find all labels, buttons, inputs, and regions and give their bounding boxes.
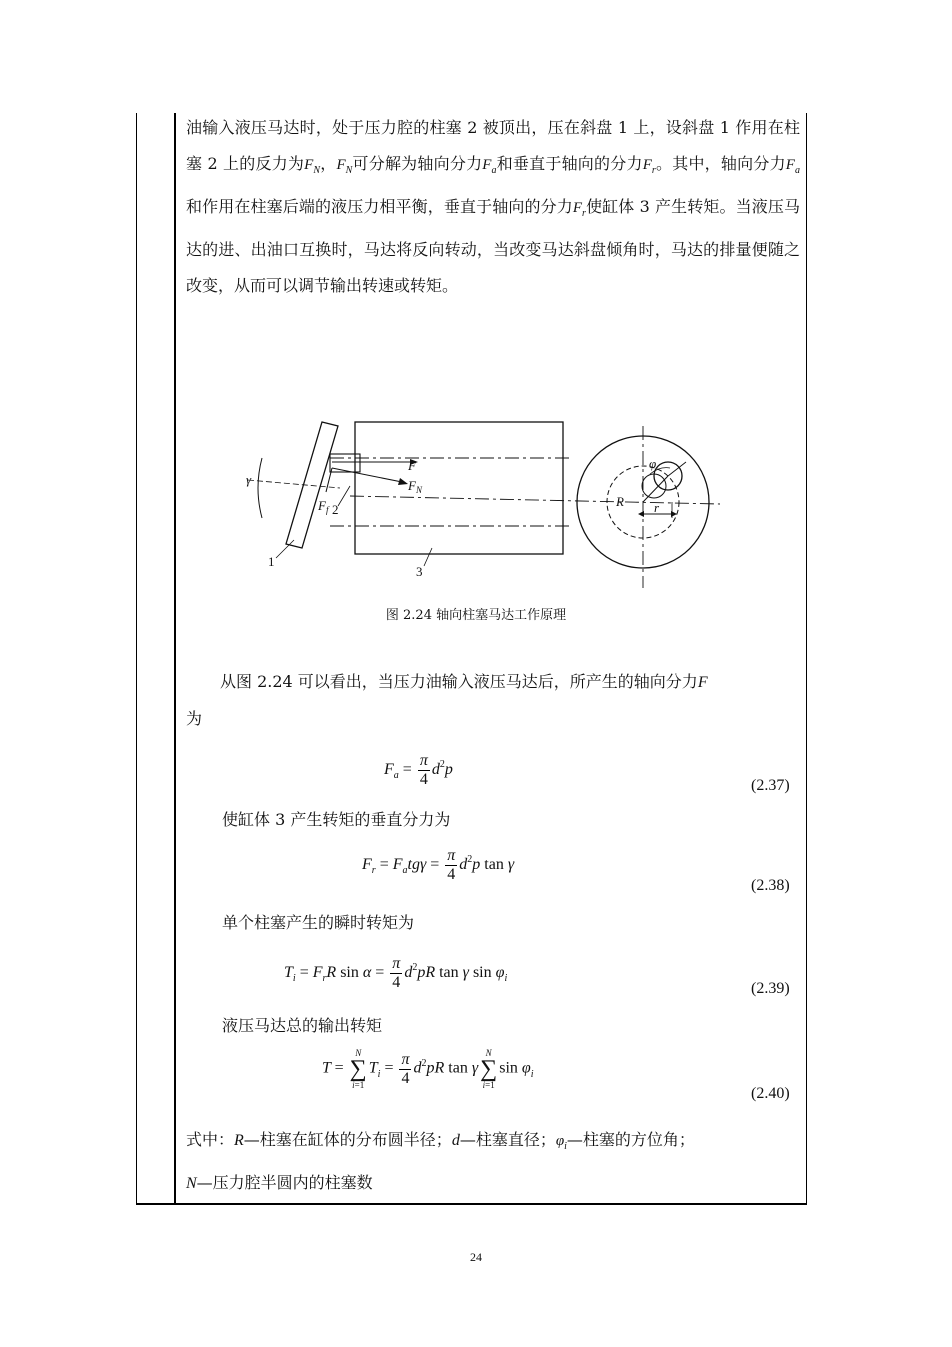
symbol-FN: $F_N$ [304,157,320,176]
equation-number-2-38: (2.38) [751,877,790,894]
equation-intro-2-39: 单个柱塞产生的瞬时转矩为 [222,913,415,932]
svg-text:Ff: $F_f$ [318,498,329,515]
symbol-Fa-2: $F_a$ [785,157,800,176]
symbol-Fr-2: $F_r$ [572,200,586,219]
svg-text:1: 1 [268,554,275,569]
equation-intro-2-38: 使缸体 3 产生转矩的垂直分力为 [222,810,451,829]
symbol-FN-2: $F_N$ [336,157,353,176]
svg-text:R: R [616,494,624,509]
svg-text:r: r [654,500,660,515]
symbol-Fa: $F_a$ [482,157,497,176]
symbol-Fr: $F_r$ [642,157,656,176]
svg-text:2: 2 [332,502,339,517]
figure-axial-piston-motor [240,418,730,598]
equation-number-2-39: (2.39) [751,980,790,997]
table-gutter-line [174,113,176,1205]
paragraph-derivation: 从图 2.24 可以看出，当压力油输入液压马达后，所产生的轴向分力F 为 [186,672,708,728]
equation-2-38: $F_r = F_atg\gamma$ = $\frac{\pi}{4}$ $d^2p$ tan γ [362,847,515,883]
svg-text:FN: $F_N$ [408,478,422,495]
figure-caption: 图 2.24 轴向柱塞马达工作原理 [385,608,567,623]
svg-text:φ: φ [649,456,657,471]
paragraph-where: 式中：R—柱塞在缸体的分布圆半径；d—柱塞直径；$\varphi_i—$柱塞的方位角； N—压力腔半圆内的柱塞数 [186,1130,695,1192]
equation-2-39: $T_i = F_rR$ sin α = $\frac{\pi}{4}$ $d^2pR$ tan γ $\sin \varphi_i$ [284,955,508,991]
equation-intro-2-40: 液压马达总的输出转矩 [222,1016,383,1035]
cylinder-block [355,422,563,554]
equation-number-2-37: (2.37) [751,777,790,794]
equation-2-40: T = N ∑ $i=1T_i$ = $\frac{\pi}{4}$ $d^2pR$ tan γN ∑ i=1sin $\varphi_i$ [322,1048,534,1090]
page-number: 24 [470,1250,482,1264]
svg-text:3: 3 [416,564,423,579]
equation-number-2-40: (2.40) [751,1085,790,1102]
svg-text:γ: γ [246,472,252,487]
swash-plate [286,422,338,548]
paragraph-principle: 油输入液压马达时，处于压力腔的柱塞 2 被顶出，压在斜盘 1 上，设斜盘 1 作用在柱塞 2 上的反力为$F_N$，$F_N$可分解为轴向分力$F_a$和垂直于轴向的分力$F_r$。其中，轴向分力$F_a$和作用在柱塞后端的液压力相平衡，垂直于轴向的分力$F_r$使缸体 3 产生转矩。当液压马达的进、出油口互换时，马达将反向转动，当改变马达斜盘倾角时，马达的排量便随之改变，从而可以调节输出转速或转矩。 [186,118,800,295]
svg-text:F: F [408,458,416,473]
equation-2-37: $F_a$ = $\frac{\pi}{4}$ $d^2p$ [384,752,453,788]
